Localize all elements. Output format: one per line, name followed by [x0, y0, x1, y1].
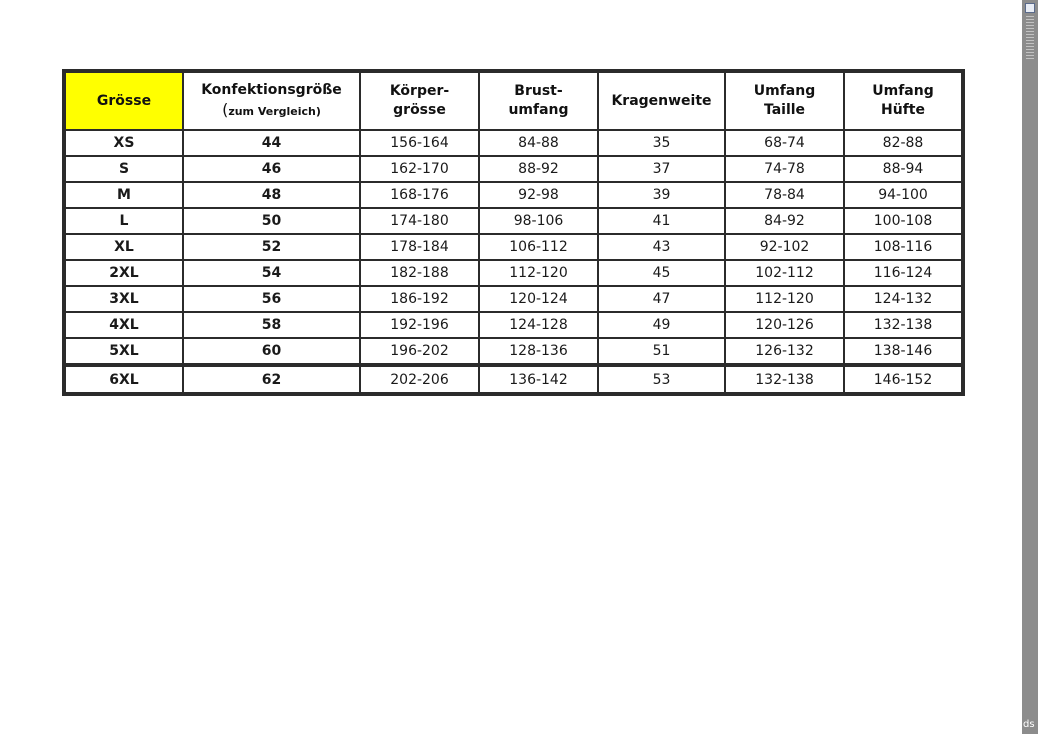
- cell-huefte: 124-132: [844, 286, 963, 312]
- cell-konfektion: 52: [183, 234, 360, 260]
- paren-open: (: [222, 100, 229, 119]
- document-logo-icon: [1025, 3, 1035, 13]
- table-row: [64, 130, 963, 156]
- cell-size: 6XL: [64, 365, 183, 394]
- header-label: Umfang: [872, 83, 934, 99]
- cell-kragenweite: 49: [598, 312, 725, 338]
- cell-taille: 84-92: [725, 208, 844, 234]
- cell-koerpergroesse: 192-196: [360, 312, 479, 338]
- cell-kragenweite: 43: [598, 234, 725, 260]
- cell-koerpergroesse: 196-202: [360, 338, 479, 365]
- header-sublabel: zum Vergleich: [228, 105, 316, 118]
- cell-konfektion: 62: [183, 365, 360, 394]
- sidebar-vertical-text: [1026, 16, 1034, 60]
- cell-kragenweite: 47: [598, 286, 725, 312]
- cell-konfektion: 58: [183, 312, 360, 338]
- header-kragenweite: [598, 71, 725, 130]
- header-konfektionsgroesse: [183, 71, 360, 130]
- cell-size: S: [64, 156, 183, 182]
- cell-size: XS: [64, 130, 183, 156]
- table-row: [64, 156, 963, 182]
- size-chart-table: [62, 69, 965, 396]
- cell-size: M: [64, 182, 183, 208]
- table-row: [64, 286, 963, 312]
- cell-size: 2XL: [64, 260, 183, 286]
- cell-konfektion: 50: [183, 208, 360, 234]
- cell-huefte: 94-100: [844, 182, 963, 208]
- cell-huefte: 138-146: [844, 338, 963, 365]
- cell-brustumfang: 124-128: [479, 312, 598, 338]
- cell-konfektion: 56: [183, 286, 360, 312]
- cell-huefte: 146-152: [844, 365, 963, 394]
- header-label: Kragenweite: [611, 92, 712, 109]
- cell-taille: 112-120: [725, 286, 844, 312]
- cell-taille: 74-78: [725, 156, 844, 182]
- cell-koerpergroesse: 162-170: [360, 156, 479, 182]
- header-brustumfang: [479, 71, 598, 130]
- cell-size: XL: [64, 234, 183, 260]
- header-groesse: [64, 71, 183, 130]
- cell-huefte: 82-88: [844, 130, 963, 156]
- cell-brustumfang: 92-98: [479, 182, 598, 208]
- table-row: [64, 208, 963, 234]
- header-label: Körper-: [389, 83, 450, 99]
- cell-taille: 126-132: [725, 338, 844, 365]
- table-row: [64, 365, 963, 394]
- cell-koerpergroesse: 174-180: [360, 208, 479, 234]
- cell-taille: 102-112: [725, 260, 844, 286]
- cell-size: L: [64, 208, 183, 234]
- header-umfang-huefte: [844, 71, 963, 130]
- cell-brustumfang: 112-120: [479, 260, 598, 286]
- cell-kragenweite: 53: [598, 365, 725, 394]
- cell-huefte: 100-108: [844, 208, 963, 234]
- cell-brustumfang: 84-88: [479, 130, 598, 156]
- cell-koerpergroesse: 182-188: [360, 260, 479, 286]
- paren-close: ): [315, 105, 321, 118]
- cell-kragenweite: 45: [598, 260, 725, 286]
- sidebar-label: ds: [1023, 719, 1035, 730]
- header-koerpergroesse: [360, 71, 479, 130]
- cell-taille: 78-84: [725, 182, 844, 208]
- cell-huefte: 116-124: [844, 260, 963, 286]
- cell-taille: 92-102: [725, 234, 844, 260]
- right-sidebar: [1022, 0, 1038, 734]
- header-label: Umfang: [753, 83, 816, 99]
- cell-huefte: 88-94: [844, 156, 963, 182]
- table-row: [64, 182, 963, 208]
- table-row: [64, 312, 963, 338]
- cell-huefte: 132-138: [844, 312, 963, 338]
- cell-brustumfang: 128-136: [479, 338, 598, 365]
- cell-konfektion: 60: [183, 338, 360, 365]
- cell-koerpergroesse: 168-176: [360, 182, 479, 208]
- cell-brustumfang: 88-92: [479, 156, 598, 182]
- cell-koerpergroesse: 186-192: [360, 286, 479, 312]
- header-umfang-taille: [725, 71, 844, 130]
- header-label: Brust-: [514, 83, 563, 99]
- cell-konfektion: 44: [183, 130, 360, 156]
- cell-konfektion: 46: [183, 156, 360, 182]
- header-label: Grösse: [96, 92, 152, 109]
- table-row: [64, 234, 963, 260]
- cell-brustumfang: 98-106: [479, 208, 598, 234]
- cell-konfektion: 48: [183, 182, 360, 208]
- cell-size: 4XL: [64, 312, 183, 338]
- cell-size: 5XL: [64, 338, 183, 365]
- cell-brustumfang: 120-124: [479, 286, 598, 312]
- cell-taille: 68-74: [725, 130, 844, 156]
- cell-size: 3XL: [64, 286, 183, 312]
- cell-huefte: 108-116: [844, 234, 963, 260]
- cell-taille: 132-138: [725, 365, 844, 394]
- header-label: Taille: [763, 102, 806, 118]
- cell-koerpergroesse: 178-184: [360, 234, 479, 260]
- cell-kragenweite: 37: [598, 156, 725, 182]
- header-label: Konfektionsgröße: [201, 82, 342, 98]
- table-row: [64, 338, 963, 365]
- cell-koerpergroesse: 202-206: [360, 365, 479, 394]
- cell-brustumfang: 136-142: [479, 365, 598, 394]
- header-label: grösse: [393, 102, 446, 118]
- cell-konfektion: 54: [183, 260, 360, 286]
- cell-brustumfang: 106-112: [479, 234, 598, 260]
- cell-kragenweite: 35: [598, 130, 725, 156]
- cell-kragenweite: 51: [598, 338, 725, 365]
- cell-taille: 120-126: [725, 312, 844, 338]
- cell-kragenweite: 39: [598, 182, 725, 208]
- cell-kragenweite: 41: [598, 208, 725, 234]
- table-row: [64, 260, 963, 286]
- table-header-row: [64, 71, 963, 130]
- header-label: umfang: [508, 102, 569, 118]
- header-label: Hüfte: [881, 102, 925, 118]
- cell-koerpergroesse: 156-164: [360, 130, 479, 156]
